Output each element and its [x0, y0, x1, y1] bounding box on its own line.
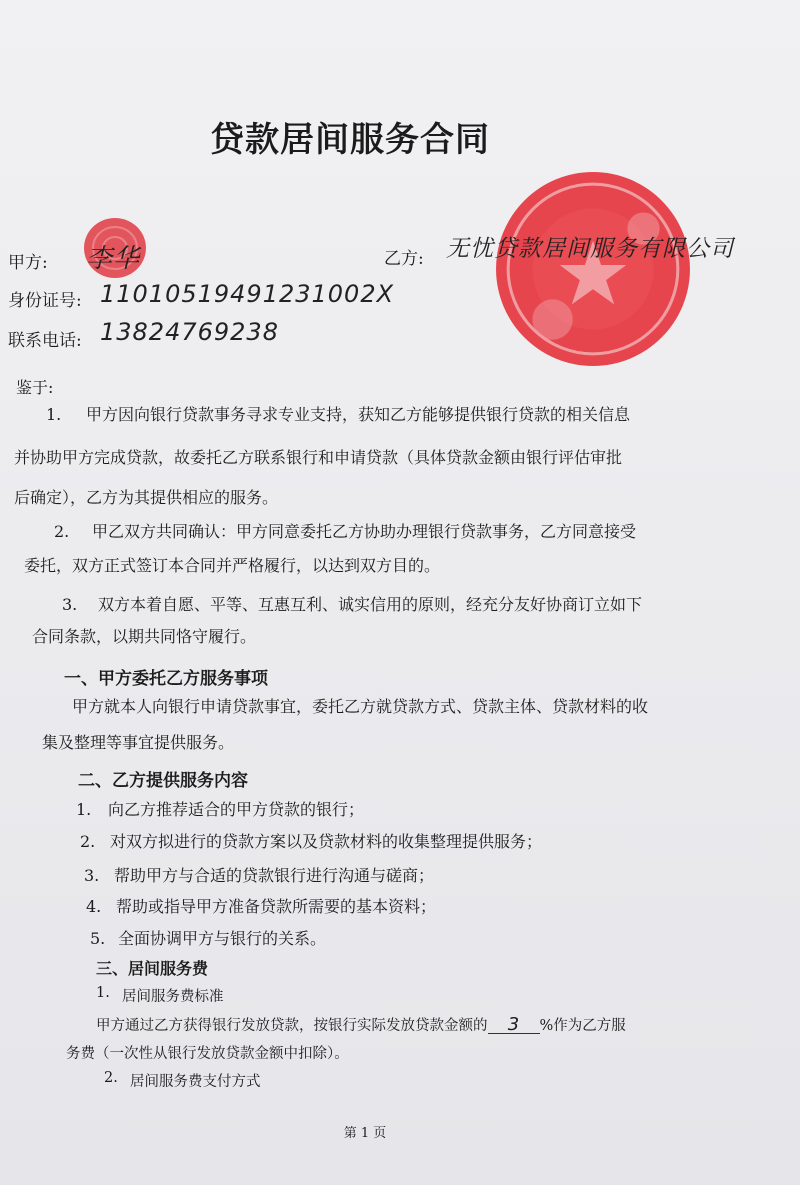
service-item5-num: 5. [90, 929, 106, 948]
service-item3-text: 帮助甲方与合适的贷款银行进行沟通与磋商； [114, 866, 435, 885]
whereas-item3-line2: 合同条款，以期共同恪守履行。 [32, 627, 257, 646]
whereas-item1-line2: 并协助甲方完成贷款，故委托乙方联系银行和申请贷款（具体贷款金额由银行评估审批 [14, 448, 623, 467]
whereas-item3-num: 3. [62, 595, 78, 614]
whereas-item1-line1: 甲方因向银行贷款事务寻求专业支持，获知乙方能够提供银行贷款的相关信息 [86, 405, 631, 424]
contract-title: 贷款居间服务合同 [210, 120, 490, 160]
service-item1-num: 1. [76, 800, 92, 819]
whereas-item1-num: 1. [46, 405, 62, 424]
fee-sub1-num: 1. [96, 985, 110, 1001]
id-number-value: 11010519491231002X [100, 280, 395, 308]
fee-percent-value: 3 [488, 1017, 540, 1034]
fee-sub2-text: 居间服务费支付方式 [130, 1074, 261, 1090]
section1-heading: 一、甲方委托乙方服务事项 [64, 669, 268, 689]
company-seal [492, 168, 694, 370]
fee-line1 [96, 1014, 626, 1035]
party-a-name: 李华 [86, 244, 141, 274]
section3-heading: 三、居间服务费 [96, 959, 209, 978]
phone-label: 联系电话: [8, 331, 82, 351]
section1-line1: 甲方就本人向银行申请贷款事宜，委托乙方就贷款方式、贷款主体、贷款材料的收 [72, 697, 649, 716]
service-item4-text: 帮助或指导甲方准备贷款所需要的基本资料； [116, 897, 437, 916]
page-number: 第 1 页 [343, 1126, 387, 1141]
service-item3-num: 3. [84, 866, 100, 885]
whereas-item2-line2: 委托，双方正式签订本合同并严格履行，以达到双方目的。 [24, 556, 441, 575]
fee-sub1-text: 居间服务费标准 [122, 989, 224, 1005]
whereas-item1-line3: 后确定），乙方为其提供相应的服务。 [14, 488, 279, 507]
service-item2-num: 2. [80, 832, 96, 851]
service-item2-text: 对双方拟进行的贷款方案以及贷款材料的收集整理提供服务； [110, 832, 543, 851]
whereas-label: 鉴于: [16, 378, 54, 397]
party-b-label: 乙方: [384, 249, 424, 269]
service-item1-text: 向乙方推荐适合的甲方贷款的银行； [108, 800, 365, 819]
fee-sub2-num: 2. [104, 1070, 118, 1086]
service-item5-text: 全面协调甲方与银行的关系。 [118, 929, 327, 948]
section2-heading: 二、乙方提供服务内容 [78, 771, 248, 791]
section1-line2: 集及整理等事宜提供服务。 [42, 733, 235, 752]
party-a-label: 甲方: [8, 253, 48, 273]
service-item4-num: 4. [86, 897, 102, 916]
whereas-item2-num: 2. [54, 522, 70, 541]
fee-line1-before: 甲方通过乙方获得银行发放贷款，按银行实际发放贷款金额的 [96, 1018, 488, 1034]
phone-value: 13824769238 [100, 318, 279, 346]
party-b-name: 无忧贷款居间服务有限公司 [446, 236, 734, 262]
fee-line1-after: %作为乙方服 [539, 1018, 626, 1034]
fee-line2: 务费（一次性从银行发放贷款金额中扣除）。 [66, 1046, 349, 1062]
whereas-item2-line1: 甲乙双方共同确认：甲方同意委托乙方协助办理银行贷款事务，乙方同意接受 [92, 522, 637, 541]
id-number-label: 身份证号: [8, 291, 82, 311]
whereas-item3-line1: 双方本着自愿、平等、互惠互利、诚实信用的原则，经充分友好协商订立如下 [98, 595, 643, 614]
